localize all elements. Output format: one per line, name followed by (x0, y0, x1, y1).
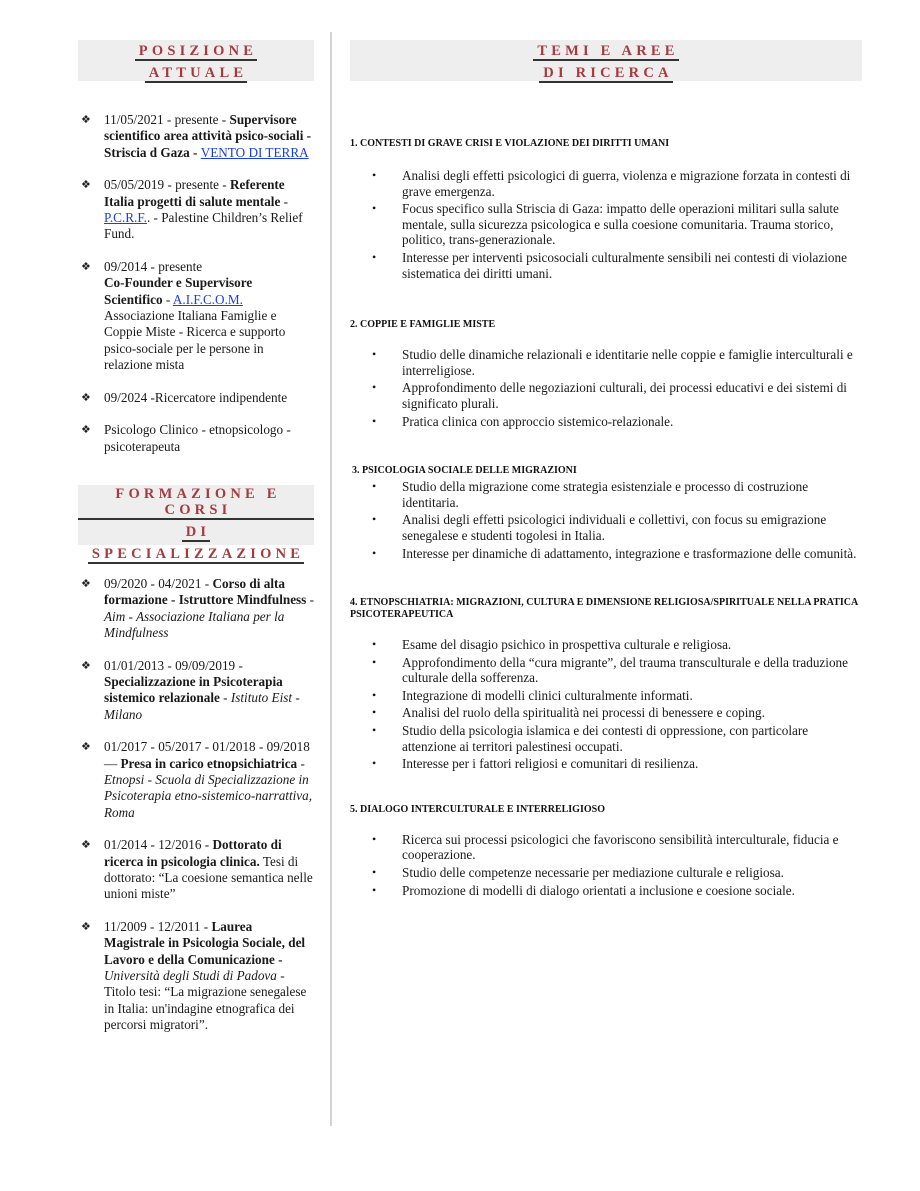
topic-item-text: Interesse per i fattori religiosi e comunitari di resilienza. (402, 756, 699, 772)
topic-item-text: Approfondimento delle negoziazioni culturali, dei processi educativi e dei sistemi di significato plurali. (402, 380, 847, 411)
entry-text: - Titolo tesi: “La migrazione senegalese in Italia: un'indagine etnografica dei percorsi migratori”. (104, 968, 307, 1033)
topic-bullet-list (350, 832, 862, 898)
entry-text: Psicologo Clinico - etnopsicologo - psicoterapeuta (104, 422, 291, 454)
topic-title: 2. COPPIE E FAMIGLIE MISTE (350, 319, 496, 331)
topic-item-text: Esame del disagio psichico in prospettiva culturale e religiosa. (402, 637, 732, 653)
research-topics (350, 138, 862, 898)
diamond-bullet-icon: ❖ (81, 740, 91, 754)
header-line: ATTUALE (145, 65, 247, 83)
entry-institution: Istituto Eist - Milano (104, 690, 300, 722)
topic-item (350, 883, 862, 899)
entry-text: - (162, 291, 173, 307)
topic-item-text: Pratica clinica con approccio sistemico-relazionale. (402, 413, 674, 429)
list-item (78, 112, 314, 161)
research-topic (350, 804, 862, 898)
topic-item (350, 705, 862, 721)
entry-text: - (297, 755, 305, 771)
bullet-dot-icon: • (372, 201, 377, 216)
bullet-dot-icon: • (372, 479, 377, 494)
topic-bullet-list (350, 637, 862, 772)
header-line: DI RICERCA (539, 65, 672, 83)
bullet-dot-icon: • (372, 831, 377, 846)
current-positions-list (78, 112, 314, 455)
organization-link[interactable]: P.C.R.F. (104, 210, 147, 226)
entry-text: 09/2020 - 04/2021 - (104, 575, 213, 591)
header-line: POSIZIONE (135, 43, 257, 61)
topic-bullet-list (350, 347, 862, 429)
entry-text: 09/2024 -Ricercatore indipendente (104, 389, 288, 405)
topic-item (350, 688, 862, 704)
topic-item (350, 832, 862, 863)
topic-item-text: Analisi degli effetti psicologici di guerra, violenza e migrazione forzata in contesti di grave emergenza. (402, 168, 851, 199)
research-topic (350, 319, 862, 429)
entry-institution: Università degli Studi di Padova (104, 968, 277, 984)
bullet-dot-icon: • (372, 654, 377, 669)
topic-item-text: Analisi del ruolo della spiritualità nei processi di benessere e coping. (402, 705, 765, 721)
research-topic (350, 597, 862, 772)
topic-item-text: Studio delle competenze necessarie per mediazione culturale e religiosa. (402, 865, 784, 881)
entry-text: 01/2014 - 12/2016 - (104, 837, 213, 853)
bullet-dot-icon: • (372, 865, 377, 880)
entry-text: 01/2017 - 05/2017 - 01/2018 - 09/2018— (104, 739, 310, 771)
topic-item (350, 723, 862, 754)
topic-item (350, 655, 862, 686)
diamond-bullet-icon: ❖ (81, 838, 91, 852)
entry-text: . - Palestine Children’s Relief Fund. (104, 210, 303, 242)
topic-title: 1. CONTESTI DI GRAVE CRISI E VIOLAZIONE DEI DIRITTI UMANI (350, 138, 670, 149)
bullet-dot-icon: • (372, 687, 377, 702)
entry-text: 05/05/2019 - presente - (104, 177, 230, 193)
diamond-bullet-icon: ❖ (81, 423, 91, 437)
topic-item (350, 414, 862, 430)
entry-text: Tesi di dottorato: “La coesione semantica nelle unioni miste” (104, 853, 313, 902)
column-divider (330, 32, 332, 1126)
research-topic (350, 465, 862, 561)
entry-title: Corso di alta formazione - Istruttore Mindfulness (104, 575, 307, 608)
organization-link[interactable]: A.I.F.C.O.M. (172, 291, 243, 307)
organization-link[interactable]: VENTO DI TERRA (200, 144, 309, 160)
bullet-dot-icon: • (372, 168, 377, 182)
topic-item (350, 201, 862, 248)
bullet-dot-icon: • (372, 545, 377, 560)
diamond-bullet-icon: ❖ (81, 576, 91, 590)
left-column (78, 40, 314, 1050)
topic-item (350, 347, 862, 378)
entry-title: Presa in carico etnopsichiatrica (120, 755, 298, 771)
research-topic (350, 138, 862, 281)
topic-title: 3. PSICOLOGIA SOCIALE DELLE MIGRAZIONI (352, 465, 577, 477)
diamond-bullet-icon: ❖ (81, 919, 91, 933)
list-item (78, 177, 314, 243)
topic-title: 5. DIALOGO INTERCULTURALE E INTERRELIGIOSO (350, 803, 605, 815)
list-item (78, 837, 314, 903)
list-item (78, 259, 314, 374)
entry-title: Specializzazione in Psicoterapia sistemico relazionale (104, 673, 283, 706)
bullet-dot-icon: • (372, 723, 377, 738)
topic-item (350, 546, 862, 562)
entry-text: 01/01/2013 - 09/09/2019 - (104, 657, 243, 673)
topic-item-text: Studio delle dinamiche relazionali e identitarie nelle coppie e famiglie interculturali e interreligiose. (402, 347, 853, 378)
topic-item-text: Studio della psicologia islamica e dei contesti di oppressione, con particolare attenzione ai territori palestinesi occupati. (402, 723, 809, 754)
diamond-bullet-icon: ❖ (81, 113, 91, 126)
topic-item (350, 380, 862, 411)
bullet-dot-icon: • (372, 637, 377, 652)
topic-item-text: Focus specifico sulla Striscia di Gaza: impatto delle operazioni militari sulla salute mentale, sulla sicurezza psicologica e sulla coesione comunitaria. Trauma storico, politico, trans-generazionale. (402, 201, 839, 248)
topic-item-text: Interesse per dinamiche di adattamento, integrazione e trasformazione delle comunità. (402, 545, 857, 561)
bullet-dot-icon: • (372, 347, 377, 362)
header-line: SPECIALIZZAZIONE (88, 546, 304, 564)
entry-text: 11/2009 - 12/2011 - (104, 918, 212, 934)
header-line: DI (182, 524, 211, 542)
diamond-bullet-icon: ❖ (81, 259, 91, 273)
topic-title: 4. ETNOPSCHIATRIA: MIGRAZIONI, CULTURA E DIMENSIONE RELIGIOSA/SPIRITUALE NELLA PRATICA PSICOTERAPEUTICA (350, 597, 858, 621)
diamond-bullet-icon: ❖ (81, 390, 91, 404)
training-list (78, 576, 314, 1034)
list-item (78, 576, 314, 642)
topic-item (350, 512, 862, 543)
bullet-dot-icon: • (372, 705, 377, 720)
section-header-training (78, 485, 314, 562)
bullet-dot-icon: • (372, 882, 377, 897)
section-header-current-position (78, 40, 314, 81)
list-item (78, 658, 314, 724)
entry-institution: Aim - Associazione Italiana per la Mindfulness (104, 608, 285, 641)
header-line: TEMI E AREE (533, 43, 678, 61)
topic-item (350, 479, 862, 510)
entry-title: Referente Italia progetti di salute mentale (104, 177, 285, 209)
entry-title: Co-Founder e Supervisore Scientifico (104, 275, 253, 307)
topic-item-text: Studio della migrazione come strategia esistenziale e processo di costruzione identitaria. (402, 479, 809, 510)
list-item (78, 919, 314, 1034)
entry-text: 09/2014 - presente (104, 258, 203, 274)
list-item (78, 390, 314, 406)
list-item (78, 422, 314, 455)
entry-text: - (306, 592, 315, 608)
header-line: FORMAZIONE E CORSI (78, 486, 314, 520)
diamond-bullet-icon: ❖ (81, 658, 91, 672)
topic-item-text: Approfondimento della “cura migrante”, del trauma transculturale e della traduzione culturale della sofferenza. (402, 654, 848, 686)
entry-institution: Etnopsi - Scuola di Specializzazione in Psicoterapia etno-sistemico-narrattiva, Roma (104, 771, 313, 820)
topic-item-text: Integrazione di modelli clinici culturalmente informati. (402, 687, 693, 703)
topic-item-text: Interesse per interventi psicosociali culturalmente sensibili nei contesti di violazione sistematica dei diritti umani. (402, 249, 847, 281)
bullet-dot-icon: • (372, 249, 377, 264)
diamond-bullet-icon: ❖ (81, 178, 91, 192)
right-column (350, 40, 862, 900)
topic-item (350, 250, 862, 281)
entry-text: Associazione Italiana Famiglie e Coppie Miste - Ricerca e supporto psico-sociale per le persone in relazione mista (104, 308, 286, 373)
entry-title: Supervisore scientifico area attività psico-sociali - Striscia d Gaza - (104, 112, 312, 160)
topic-item (350, 637, 862, 653)
topic-item-text: Analisi degli effetti psicologici individuali e collettivi, con focus su emigrazione senegalese e studenti togolesi in Italia. (402, 512, 827, 543)
entry-text: - (219, 690, 231, 706)
topic-bullet-list (350, 168, 862, 281)
topic-item (350, 865, 862, 881)
entry-text: - (280, 193, 289, 209)
topic-bullet-list (350, 479, 862, 561)
topic-item (350, 168, 862, 199)
list-item (78, 739, 314, 821)
entry-text: 11/05/2021 - presente - (104, 112, 230, 127)
bullet-dot-icon: • (372, 512, 377, 527)
entry-title: Laurea Magistrale in Psicologia Sociale, del Lavoro e della Comunicazione - (104, 918, 306, 967)
bullet-dot-icon: • (372, 380, 377, 395)
section-header-research-topics (350, 40, 862, 81)
topic-item-text: Promozione di modelli di dialogo orientati a inclusione e coesione sociale. (402, 882, 795, 898)
bullet-dot-icon: • (372, 756, 377, 771)
entry-title: Dottorato di ricerca in psicologia clinica. (104, 837, 282, 869)
topic-item-text: Ricerca sui processi psicologici che favoriscono sensibilità interculturale, fiducia e cooperazione. (402, 831, 839, 863)
topic-item (350, 756, 862, 772)
bullet-dot-icon: • (372, 413, 377, 428)
